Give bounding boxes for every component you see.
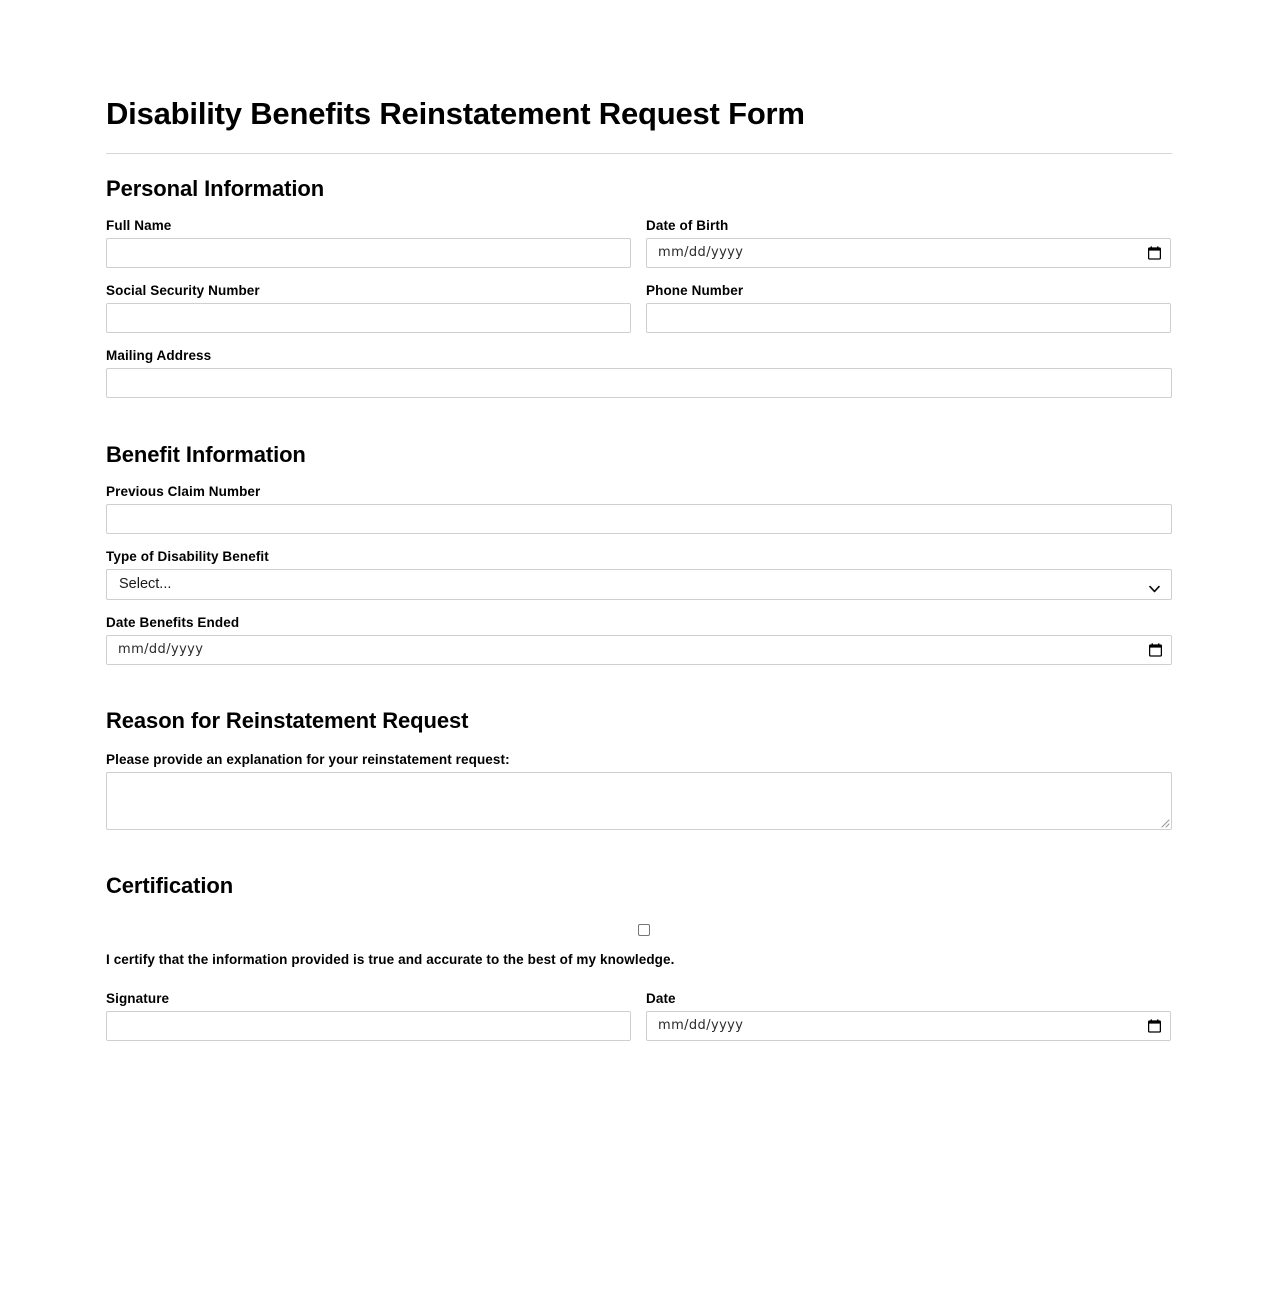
field-phone-number — [646, 283, 1171, 333]
section-heading-personal-information: Personal Information — [106, 175, 325, 201]
section-certification — [106, 830, 1172, 1041]
calendar-icon[interactable] — [1148, 1019, 1161, 1033]
field-social-security-number — [106, 283, 631, 333]
phone-number-input[interactable] — [646, 303, 1171, 333]
calendar-icon[interactable] — [1149, 643, 1162, 657]
date-of-birth-input[interactable] — [646, 238, 1171, 268]
section-heading-reason-for-reinstatement: Reason for Reinstatement Request — [106, 707, 469, 733]
field-date-benefits-ended — [106, 615, 1172, 665]
date-benefits-ended-input[interactable] — [106, 635, 1172, 665]
label-full-name: Full Name — [106, 217, 172, 233]
certification-checkbox-row — [106, 924, 1172, 940]
explanation-textarea[interactable] — [106, 772, 1172, 830]
label-date-of-birth: Date of Birth — [646, 217, 729, 233]
field-type-of-disability-benefit — [106, 549, 1172, 600]
label-phone-number: Phone Number — [646, 282, 744, 298]
date-placeholder: mm/dd/yyyy — [658, 1018, 744, 1034]
date-input[interactable] — [646, 1011, 1171, 1041]
date-benefits-ended-placeholder: mm/dd/yyyy — [118, 642, 204, 658]
form-container — [106, 0, 1172, 1041]
field-previous-claim-number — [106, 484, 1172, 534]
select-selected-value: Select... — [119, 576, 172, 593]
chevron-down-icon[interactable] — [1149, 580, 1160, 588]
section-personal-information — [106, 154, 1172, 398]
field-mailing-address — [106, 348, 1172, 398]
page-title: Disability Benefits Reinstatement Request Form — [106, 96, 805, 131]
certify-checkbox[interactable] — [638, 924, 650, 936]
mailing-address-input[interactable] — [106, 368, 1172, 398]
type-of-disability-benefit-select[interactable] — [106, 569, 1172, 600]
label-type-of-disability-benefit: Type of Disability Benefit — [106, 548, 269, 564]
date-of-birth-placeholder: mm/dd/yyyy — [658, 245, 744, 261]
resize-handle-icon[interactable] — [1157, 815, 1170, 828]
section-heading-certification: Certification — [106, 872, 234, 898]
label-previous-claim-number: Previous Claim Number — [106, 483, 261, 499]
section-benefit-information — [106, 398, 1172, 665]
field-full-name — [106, 218, 631, 268]
full-name-input[interactable] — [106, 238, 631, 268]
label-social-security-number: Social Security Number — [106, 282, 260, 298]
social-security-number-input[interactable] — [106, 303, 631, 333]
certification-statement: I certify that the information provided is true and accurate to the best of my knowledge. — [106, 951, 675, 967]
label-mailing-address: Mailing Address — [106, 347, 212, 363]
section-heading-benefit-information: Benefit Information — [106, 441, 306, 467]
section-reason-for-reinstatement — [106, 665, 1172, 830]
field-date-of-birth — [646, 218, 1171, 268]
field-signature — [106, 991, 631, 1041]
signature-input[interactable] — [106, 1011, 631, 1041]
label-date-benefits-ended: Date Benefits Ended — [106, 614, 240, 630]
label-signature: Signature — [106, 990, 170, 1006]
field-explanation — [106, 752, 1172, 830]
label-date: Date — [646, 990, 676, 1006]
field-date — [646, 991, 1171, 1041]
calendar-icon[interactable] — [1148, 246, 1161, 260]
previous-claim-number-input[interactable] — [106, 504, 1172, 534]
label-explanation: Please provide an explanation for your reinstatement request: — [106, 751, 510, 767]
